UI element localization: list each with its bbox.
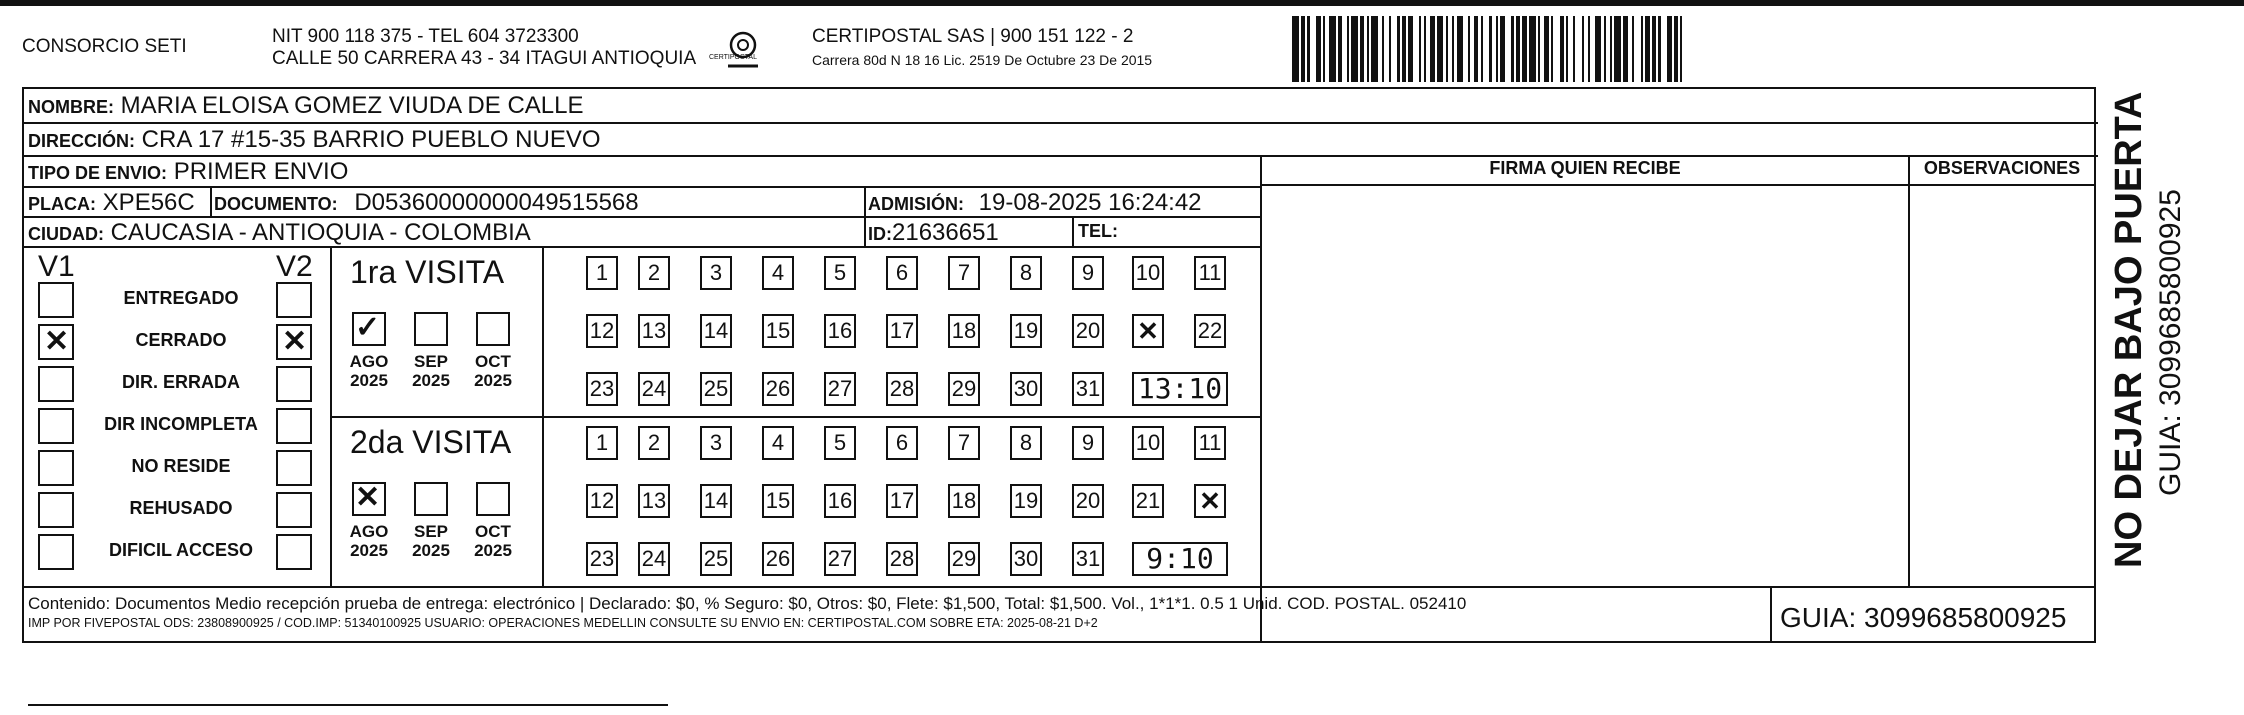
direccion-label: DIRECCIÓN: xyxy=(28,131,135,151)
day-cell[interactable]: 23 xyxy=(586,542,618,576)
day-cell[interactable]: 15 xyxy=(762,484,794,518)
day-cell[interactable]: 14 xyxy=(700,484,732,518)
nombre-row xyxy=(28,92,583,120)
firma-header: FIRMA QUIEN RECIBE xyxy=(1489,158,1681,178)
admision-value: 19-08-2025 16:24:42 xyxy=(978,189,1202,216)
placa-label: PLACA: xyxy=(28,194,96,214)
day-cell[interactable]: 1 xyxy=(586,256,618,290)
day-cell[interactable]: 1 xyxy=(586,426,618,460)
reason-label: DIFICIL ACCESO xyxy=(108,540,253,560)
v2-checkbox-0[interactable] xyxy=(276,282,312,318)
nit-line: NIT 900 118 375 - TEL 604 3723300 xyxy=(272,26,579,47)
day-cell[interactable]: 24 xyxy=(638,372,670,406)
day-cell[interactable]: 2 xyxy=(638,426,670,460)
id-row xyxy=(868,219,999,247)
day-cell[interactable]: 21 xyxy=(1132,484,1164,518)
day-cell[interactable]: 8 xyxy=(1010,426,1042,460)
barcode-bar xyxy=(1483,16,1490,82)
barcode-bar xyxy=(1391,16,1398,82)
day-cell[interactable]: 10 xyxy=(1132,256,1164,290)
time-box[interactable]: 13:10 xyxy=(1132,372,1228,406)
documento-label: DOCUMENTO: xyxy=(214,194,338,214)
barcode-bar xyxy=(1529,16,1536,82)
v1-checkbox-3[interactable] xyxy=(38,408,74,444)
day-cell[interactable]: 17 xyxy=(886,484,918,518)
month-checkbox-sep[interactable] xyxy=(414,312,448,346)
v2-label: V2 xyxy=(276,250,313,283)
day-cell[interactable]: 29 xyxy=(948,542,980,576)
day-cell[interactable]: 26 xyxy=(762,542,794,576)
v1-checkbox-4[interactable] xyxy=(38,450,74,486)
day-cell[interactable]: 19 xyxy=(1010,484,1042,518)
day-cell[interactable]: 16 xyxy=(824,484,856,518)
barcode-bar xyxy=(1682,16,1689,82)
day-cell[interactable]: 20 xyxy=(1072,484,1104,518)
day-cell[interactable]: 24 xyxy=(638,542,670,576)
barcode-bar xyxy=(1614,16,1621,82)
month-label xyxy=(344,522,394,560)
id-label: ID: xyxy=(868,224,892,244)
day-cell[interactable]: 18 xyxy=(948,314,980,348)
company-name: CONSORCIO SETI xyxy=(22,36,187,57)
day-cell[interactable]: 14 xyxy=(700,314,732,348)
guia-box: GUIA: 3099685800925 xyxy=(1780,602,2067,633)
imp-line: IMP POR FIVEPOSTAL ODS: 23808900925 / COD.IMP: 51340100925 USUARIO: OPERACIONES MEDELLIN CONSULTE SU ENVIO EN: CERTIPOSTAL.COM SOBRE ETA: 2025-08-21 D+2 xyxy=(28,616,1098,630)
day-cell[interactable]: 6 xyxy=(886,426,918,460)
month-year: 2025 xyxy=(412,371,450,390)
day-cell[interactable]: 11 xyxy=(1194,256,1226,290)
barcode-bar xyxy=(1292,16,1299,82)
day-cell[interactable]: 9 xyxy=(1072,256,1104,290)
day-cell[interactable]: 20 xyxy=(1072,314,1104,348)
month-year: 2025 xyxy=(474,371,512,390)
direccion-row xyxy=(28,126,601,154)
placa-row xyxy=(28,189,195,217)
month-year: 2025 xyxy=(350,541,388,560)
logo-text: CERTIPOSTAL xyxy=(709,54,757,61)
visit2-title: 2da VISITA xyxy=(350,424,512,460)
day-cell[interactable]: 26 xyxy=(762,372,794,406)
v1-label: V1 xyxy=(38,250,75,283)
v1-mark: ✕ xyxy=(44,325,70,358)
firma-divider xyxy=(1260,155,1262,643)
day-cell[interactable]: 8 xyxy=(1010,256,1042,290)
reason-label: CERRADO xyxy=(135,330,227,350)
v1-checkbox-0[interactable] xyxy=(38,282,74,318)
day-cell[interactable]: 2 xyxy=(638,256,670,290)
day-cell[interactable]: 29 xyxy=(948,372,980,406)
v2-mark: ✕ xyxy=(282,325,308,358)
day-cell[interactable]: 22 xyxy=(1194,314,1226,348)
tel-row xyxy=(1078,221,1118,242)
carrier-line: CERTIPOSTAL SAS | 900 151 122 - 2 xyxy=(812,26,1134,47)
day-cell[interactable]: 5 xyxy=(824,256,856,290)
observaciones-header: OBSERVACIONES xyxy=(1923,158,2081,178)
day-cell[interactable]: 15 xyxy=(762,314,794,348)
day-cell[interactable]: 13 xyxy=(638,314,670,348)
barcode-bar xyxy=(1575,16,1582,82)
day-cell[interactable]: ✕ xyxy=(1132,314,1164,348)
barcode-bar xyxy=(1634,16,1641,82)
day-cell[interactable]: 27 xyxy=(824,372,856,406)
v2-checkbox-6[interactable] xyxy=(276,534,312,570)
day-cell[interactable]: 17 xyxy=(886,314,918,348)
month-label xyxy=(406,352,456,390)
day-cell[interactable]: 25 xyxy=(700,542,732,576)
documento-value: D05360000000049515568 xyxy=(354,189,639,216)
day-cell[interactable]: 31 xyxy=(1072,542,1104,576)
barcode-bar xyxy=(1413,16,1420,82)
day-cell[interactable]: 18 xyxy=(948,484,980,518)
month-label xyxy=(468,352,518,390)
day-cell[interactable]: 23 xyxy=(586,372,618,406)
documento-row xyxy=(214,189,639,217)
month-name: AGO xyxy=(349,352,389,371)
month-label xyxy=(406,522,456,560)
day-cell[interactable]: 3 xyxy=(700,256,732,290)
ciudad-row xyxy=(28,219,531,247)
v1-checkbox-2[interactable] xyxy=(38,366,74,402)
day-cell[interactable]: 27 xyxy=(824,542,856,576)
day-cell[interactable]: 16 xyxy=(824,314,856,348)
tipo-row xyxy=(28,158,348,186)
day-cell[interactable]: 30 xyxy=(1010,542,1042,576)
barcode-bar xyxy=(1371,16,1378,82)
barcode-bar xyxy=(1329,16,1336,82)
v2-checkbox-5[interactable] xyxy=(276,492,312,528)
barcode-bar xyxy=(1437,16,1444,82)
ciudad-value: CAUCASIA - ANTIOQUIA - COLOMBIA xyxy=(110,219,531,246)
day-cell[interactable]: 28 xyxy=(886,542,918,576)
month-name: SEP xyxy=(413,522,449,541)
day-cell[interactable]: 6 xyxy=(886,256,918,290)
month-checkbox-oct[interactable] xyxy=(476,312,510,346)
tipo-value: PRIMER ENVIO xyxy=(173,158,349,185)
address-line: CALLE 50 CARRERA 43 - 34 ITAGUI ANTIOQUIA xyxy=(272,48,697,69)
nombre-label: NOMBRE: xyxy=(28,97,114,117)
day-cell[interactable]: 11 xyxy=(1194,426,1226,460)
month-name: AGO xyxy=(349,522,389,541)
barcode-bar xyxy=(1595,16,1602,82)
placa-value: XPE56C xyxy=(102,189,195,216)
day-cell[interactable]: 13 xyxy=(638,484,670,518)
month-mark: ✓ xyxy=(355,311,381,344)
month-year: 2025 xyxy=(350,371,388,390)
obs-divider xyxy=(1908,155,1910,587)
month-checkbox-sep[interactable] xyxy=(414,482,448,516)
reason-label: DIR. ERRADA xyxy=(121,372,240,392)
v2-checkbox-3[interactable] xyxy=(276,408,312,444)
day-cell[interactable]: 30 xyxy=(1010,372,1042,406)
license-line: Carrera 80d N 18 16 Lic. 2519 De Octubre 23 De 2015 xyxy=(812,52,1153,68)
day-cell[interactable]: 12 xyxy=(586,484,618,518)
day-cell[interactable]: 3 xyxy=(700,426,732,460)
reason-label: NO RESIDE xyxy=(131,456,231,476)
id-value: 21636651 xyxy=(892,219,999,246)
month-label xyxy=(468,522,518,560)
v2-checkbox-4[interactable] xyxy=(276,450,312,486)
reason-label: DIR INCOMPLETA xyxy=(104,414,258,434)
barcode xyxy=(1292,16,1888,82)
day-cell[interactable]: 4 xyxy=(762,256,794,290)
barcode-bar xyxy=(1661,16,1668,82)
month-label xyxy=(344,352,394,390)
v1-checkbox-5[interactable] xyxy=(38,492,74,528)
month-mark: ✕ xyxy=(355,481,381,514)
month-year: 2025 xyxy=(474,541,512,560)
tel-label: TEL: xyxy=(1078,221,1118,241)
month-year: 2025 xyxy=(412,541,450,560)
day-cell[interactable]: 12 xyxy=(586,314,618,348)
day-cell[interactable]: 10 xyxy=(1132,426,1164,460)
day-cell[interactable]: 19 xyxy=(1010,314,1042,348)
v2-checkbox-2[interactable] xyxy=(276,366,312,402)
admision-row xyxy=(868,189,1202,217)
top-border xyxy=(0,0,2244,6)
month-name: SEP xyxy=(413,352,449,371)
tipo-label: TIPO DE ENVIO: xyxy=(28,163,168,183)
month-name: OCT xyxy=(475,522,511,541)
barcode-bar xyxy=(1310,16,1317,82)
day-cell[interactable]: 25 xyxy=(700,372,732,406)
day-cell[interactable]: ✕ xyxy=(1194,484,1226,518)
side-guia: GUIA: 3099685800925 xyxy=(2154,189,2187,496)
contenido-line: Contenido: Documentos Medio recepción prueba de entrega: electrónico | Declarado: $0, % Seguro: $0, Otros: $0, Flete: $1,500, Total: $1,500. Vol., 1*1*1. 0.5 1 Unid. COD. POSTAL. 052410 xyxy=(28,594,1467,613)
barcode-bar xyxy=(1351,16,1358,82)
admision-label: ADMISIÓN: xyxy=(868,194,964,214)
day-cell[interactable]: 31 xyxy=(1072,372,1104,406)
month-checkbox-oct[interactable] xyxy=(476,482,510,516)
no-dejar-bajo-puerta: NO DEJAR BAJO PUERTA xyxy=(2108,91,2150,568)
reason-label: REHUSADO xyxy=(129,498,233,518)
barcode-bar xyxy=(1457,16,1464,82)
ciudad-label: CIUDAD: xyxy=(28,224,104,244)
nombre-value: MARIA ELOISA GOMEZ VIUDA DE CALLE xyxy=(120,92,584,119)
day-cell[interactable]: 28 xyxy=(886,372,918,406)
v1-checkbox-6[interactable] xyxy=(38,534,74,570)
visit1-title: 1ra VISITA xyxy=(350,254,505,290)
day-cell[interactable]: 9 xyxy=(1072,426,1104,460)
day-cell[interactable]: 4 xyxy=(762,426,794,460)
day-cell[interactable]: 5 xyxy=(824,426,856,460)
barcode-bar xyxy=(1553,16,1560,82)
month-name: OCT xyxy=(475,352,511,371)
time-box[interactable]: 9:10 xyxy=(1132,542,1228,576)
direccion-value: CRA 17 #15-35 BARRIO PUEBLO NUEVO xyxy=(141,126,601,153)
certipostal-logo xyxy=(724,30,762,74)
reason-label: ENTREGADO xyxy=(123,288,239,308)
day-cell[interactable]: 7 xyxy=(948,256,980,290)
barcode-bar xyxy=(1505,16,1512,82)
day-cell[interactable]: 7 xyxy=(948,426,980,460)
